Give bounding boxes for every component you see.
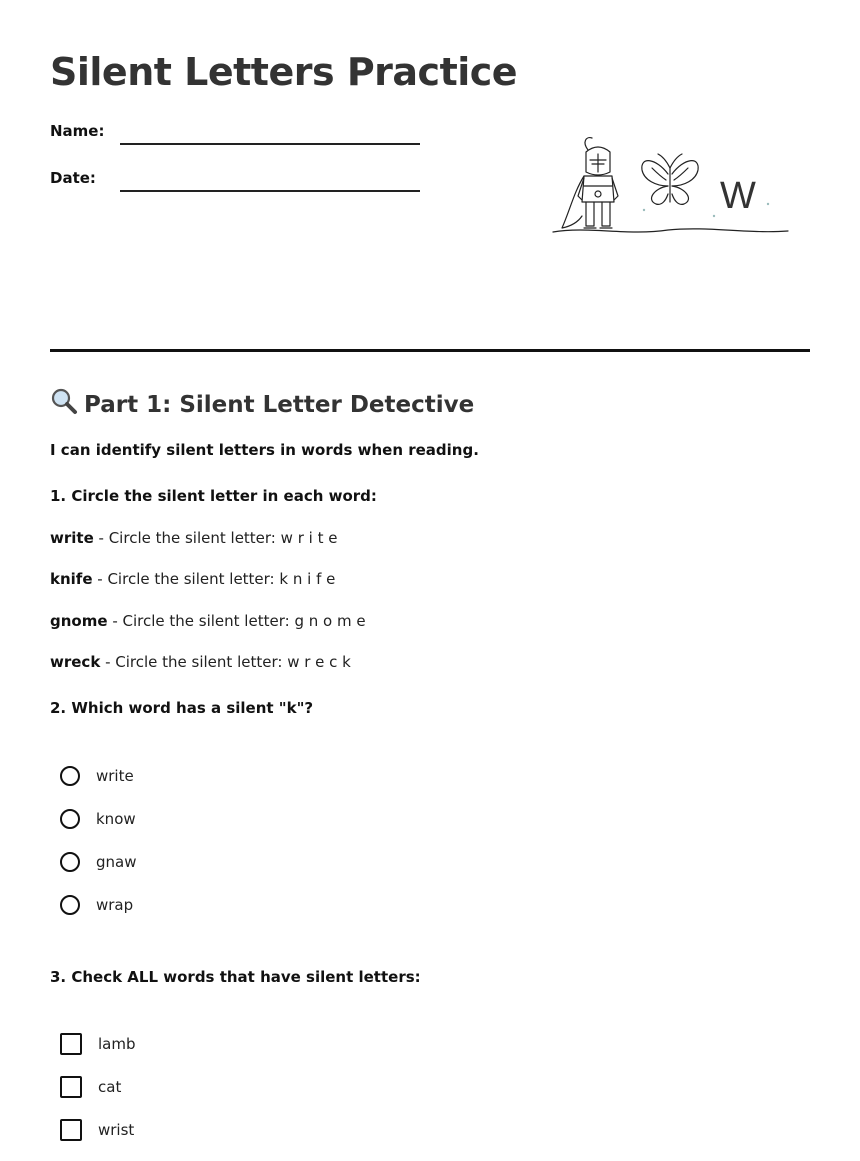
target-word: write xyxy=(50,529,94,547)
option-label: wrist xyxy=(98,1121,135,1139)
checkbox-option[interactable] xyxy=(60,1118,134,1142)
part1-title: Part 1: Silent Letter Detective xyxy=(84,392,475,418)
option-label: cat xyxy=(98,1078,122,1096)
question-2-prompt: 2. Which word has a silent "k"? xyxy=(50,699,314,717)
question-1-prompt: 1. Circle the silent letter in each word: xyxy=(50,487,377,505)
instruction-text: - Circle the silent letter: xyxy=(112,612,290,630)
checkbox[interactable] xyxy=(60,1033,82,1055)
part1-heading xyxy=(50,387,474,421)
radio-button[interactable] xyxy=(60,766,80,786)
checkbox[interactable] xyxy=(60,1076,82,1098)
radio-button[interactable] xyxy=(60,809,80,829)
target-word: wreck xyxy=(50,653,101,671)
instruction-text: - Circle the silent letter: xyxy=(98,529,276,547)
radio-option[interactable] xyxy=(60,850,137,874)
radio-option[interactable] xyxy=(60,893,133,917)
date-label: Date: xyxy=(50,169,96,187)
target-word: gnome xyxy=(50,612,108,630)
word-item xyxy=(50,612,366,630)
word-item xyxy=(50,653,351,671)
option-label: gnaw xyxy=(96,853,137,871)
radio-button[interactable] xyxy=(60,852,80,872)
instruction-text: - Circle the silent letter: xyxy=(97,570,275,588)
section-divider xyxy=(50,349,810,352)
option-label: lamb xyxy=(98,1035,136,1053)
option-label: know xyxy=(96,810,136,828)
question-3-prompt: 3. Check ALL words that have silent letters: xyxy=(50,968,421,986)
letter-options[interactable]: w r i t e xyxy=(280,529,338,547)
word-item xyxy=(50,529,337,547)
illustration-letter: W xyxy=(720,175,756,217)
learning-objective: I can identify silent letters in words when reading. xyxy=(50,441,479,459)
radio-option[interactable] xyxy=(60,764,134,788)
letter-options[interactable]: k n i f e xyxy=(279,570,336,588)
knight-butterfly-illustration xyxy=(548,130,793,240)
checkbox-option[interactable] xyxy=(60,1032,136,1056)
option-label: write xyxy=(96,767,134,785)
option-label: wrap xyxy=(96,896,134,914)
target-word: knife xyxy=(50,570,93,588)
name-label: Name: xyxy=(50,122,105,140)
radio-button[interactable] xyxy=(60,895,80,915)
checkbox[interactable] xyxy=(60,1119,82,1141)
letter-options[interactable]: w r e c k xyxy=(287,653,351,671)
radio-option[interactable] xyxy=(60,807,136,831)
date-field[interactable] xyxy=(120,190,420,192)
name-field[interactable] xyxy=(120,143,420,145)
letter-options[interactable]: g n o m e xyxy=(294,612,366,630)
checkbox-option[interactable] xyxy=(60,1075,121,1099)
magnifying-glass-icon xyxy=(50,387,78,421)
instruction-text: - Circle the silent letter: xyxy=(105,653,283,671)
worksheet-title: Silent Letters Practice xyxy=(50,50,518,94)
word-item xyxy=(50,570,335,588)
